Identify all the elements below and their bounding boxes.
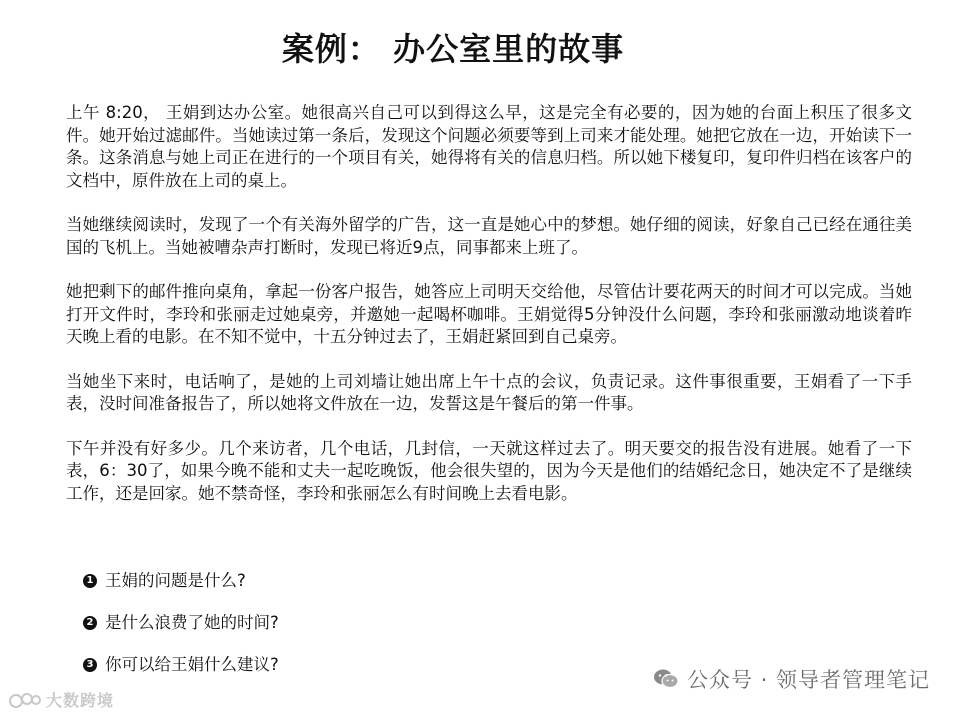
story-paragraph-4: 当她坐下来时，电话响了，是她的上司刘墙让她出席上午十点的会议，负责记录。这件事很重要，王娟看了一下手表，没时间准备报告了，所以她将文件放在一边，发誓这是午餐后的第一件事。 — [66, 371, 912, 413]
discussion-questions — [83, 570, 683, 696]
page-title: 案例： 办公室里的故事 — [281, 30, 625, 68]
question-text: 王娟的问题是什么? — [105, 571, 246, 590]
brand-watermark — [8, 688, 114, 711]
question-item — [83, 654, 683, 676]
question-item — [83, 570, 683, 592]
story-paragraph-3: 她把剩下的邮件推向桌角，拿起一份客户报告，她答应上司明天交给他，尽管估计要花两天的时间才可以完成。当她打开文件时，李玲和张丽走过她桌旁，并邀她一起喝杯咖啡。王娟觉得5分钟没什么问题，李玲和张丽激动地谈着昨天晚上看的电影。在不知不觉中，十五分钟过去了，王娟赶紧回到自己桌旁。 — [66, 282, 912, 346]
number-bullet-icon: 1 — [83, 574, 97, 588]
story-paragraph-2: 当她继续阅读时，发现了一个有关海外留学的广告，这一直是她心中的梦想。她仔细的阅读，好象自己已经在通往美国的飞机上。当她被嘈杂声打断时，发现已将近9点，同事都来上班了。 — [66, 215, 912, 257]
case-story — [66, 102, 912, 527]
wechat-watermark — [653, 664, 930, 694]
brand-logo-icon — [8, 690, 42, 710]
story-paragraph-5: 下午并没有好多少。几个来访者，几个电话，几封信，一天就这样过去了。明天要交的报告没有进展。她看了一下表，6：30了，如果今晚不能和丈夫一起吃晚饭，他会很失望的，因为今天是他们的结婚纪念日，她决定不了是继续工作，还是回家。她不禁奇怪，李玲和张丽怎么有时间晚上去看电影。 — [66, 438, 912, 503]
question-item — [83, 612, 683, 634]
question-text: 你可以给王娟什么建议? — [105, 655, 279, 674]
wechat-account-text: 公众号 · 领导者管理笔记 — [686, 668, 930, 692]
story-paragraph-1: 上午 8:20， 王娟到达办公室。她很高兴自己可以到得这么早，这是完全有必要的，因为她的台面上积压了很多文件。她开始过滤邮件。当她读过第一条后，发现这个问题必须要等到上司来才能处理。她把它放在一边，开始读下一条。这条消息与她上司正在进行的一个项目有关，她得将有关的信息归档。所以她下楼复印，复印件归档在该客户的文档中，原件放在上司的桌上。 — [66, 103, 912, 190]
number-bullet-icon: 3 — [83, 658, 97, 672]
question-text: 是什么浪费了她的时间? — [105, 613, 279, 632]
wechat-icon — [653, 668, 679, 690]
brand-logo-text: 大数跨境 — [46, 691, 115, 710]
number-bullet-icon: 2 — [83, 616, 97, 630]
